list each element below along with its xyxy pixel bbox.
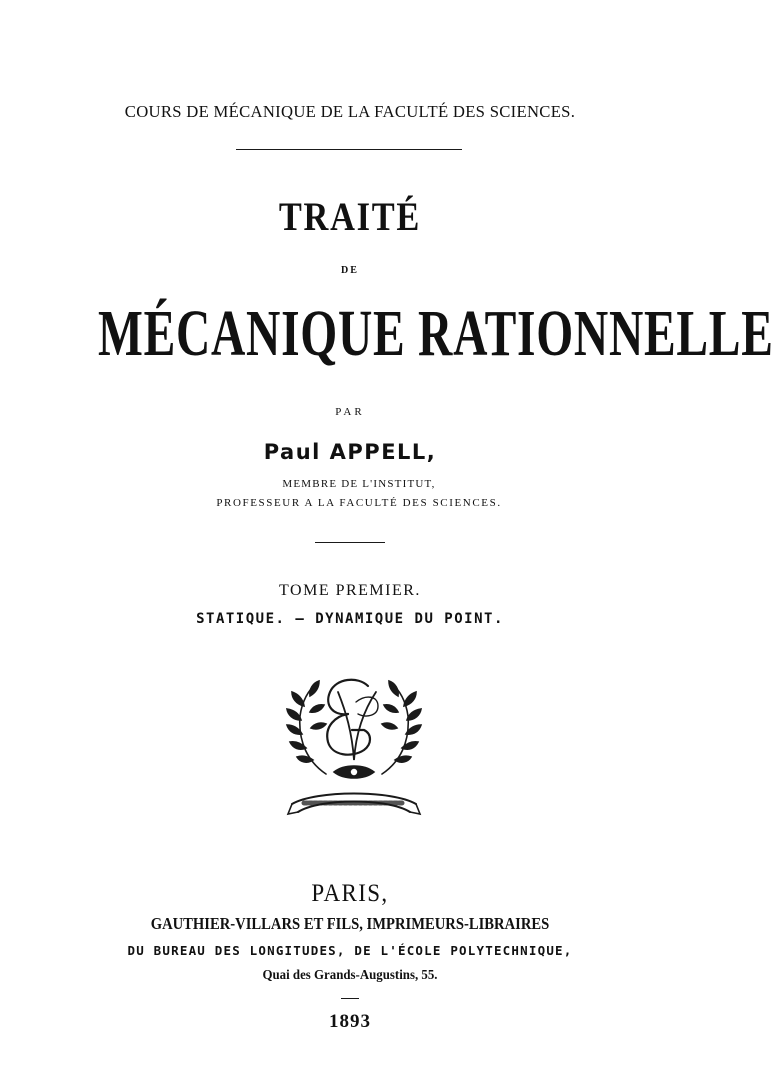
- imprint-address: Quai des Grands-Augustins, 55.: [262, 968, 438, 983]
- title-line-traite: TRAITÉ: [278, 194, 422, 239]
- imprint-publisher: GAUTHIER-VILLARS ET FILS, IMPRIMEURS-LIBRAIRES: [150, 914, 550, 933]
- imprint-bureau: DU BUREAU DES LONGITUDES, DE L'ÉCOLE POLYTECHNIQUE,: [127, 943, 573, 958]
- series-title: COURS DE MÉCANIQUE DE LA FACULTÉ DES SCIENCES.: [124, 102, 576, 121]
- imprint-city: PARIS,: [311, 880, 389, 907]
- bottom-divider: [341, 998, 359, 999]
- top-divider: [236, 149, 462, 150]
- middle-divider: [315, 542, 385, 543]
- author-affiliation-2: PROFESSEUR A LA FACULTÉ DES SCIENCES.: [216, 497, 502, 509]
- publisher-monogram-emblem-icon: [286, 672, 422, 818]
- imprint-year: 1893: [329, 1011, 371, 1032]
- author-name: Paul APPELL,: [263, 440, 437, 464]
- author-affiliation-1: MEMBRE DE L'INSTITUT,: [282, 478, 436, 490]
- volume-tome: TOME PREMIER.: [279, 582, 421, 599]
- author-by: PAR: [335, 406, 365, 418]
- volume-subtitle: STATIQUE. — DYNAMIQUE DU POINT.: [196, 611, 504, 627]
- main-title: MÉCANIQUE RATIONNELLE: [97, 297, 774, 370]
- title-connector: DE: [341, 265, 359, 276]
